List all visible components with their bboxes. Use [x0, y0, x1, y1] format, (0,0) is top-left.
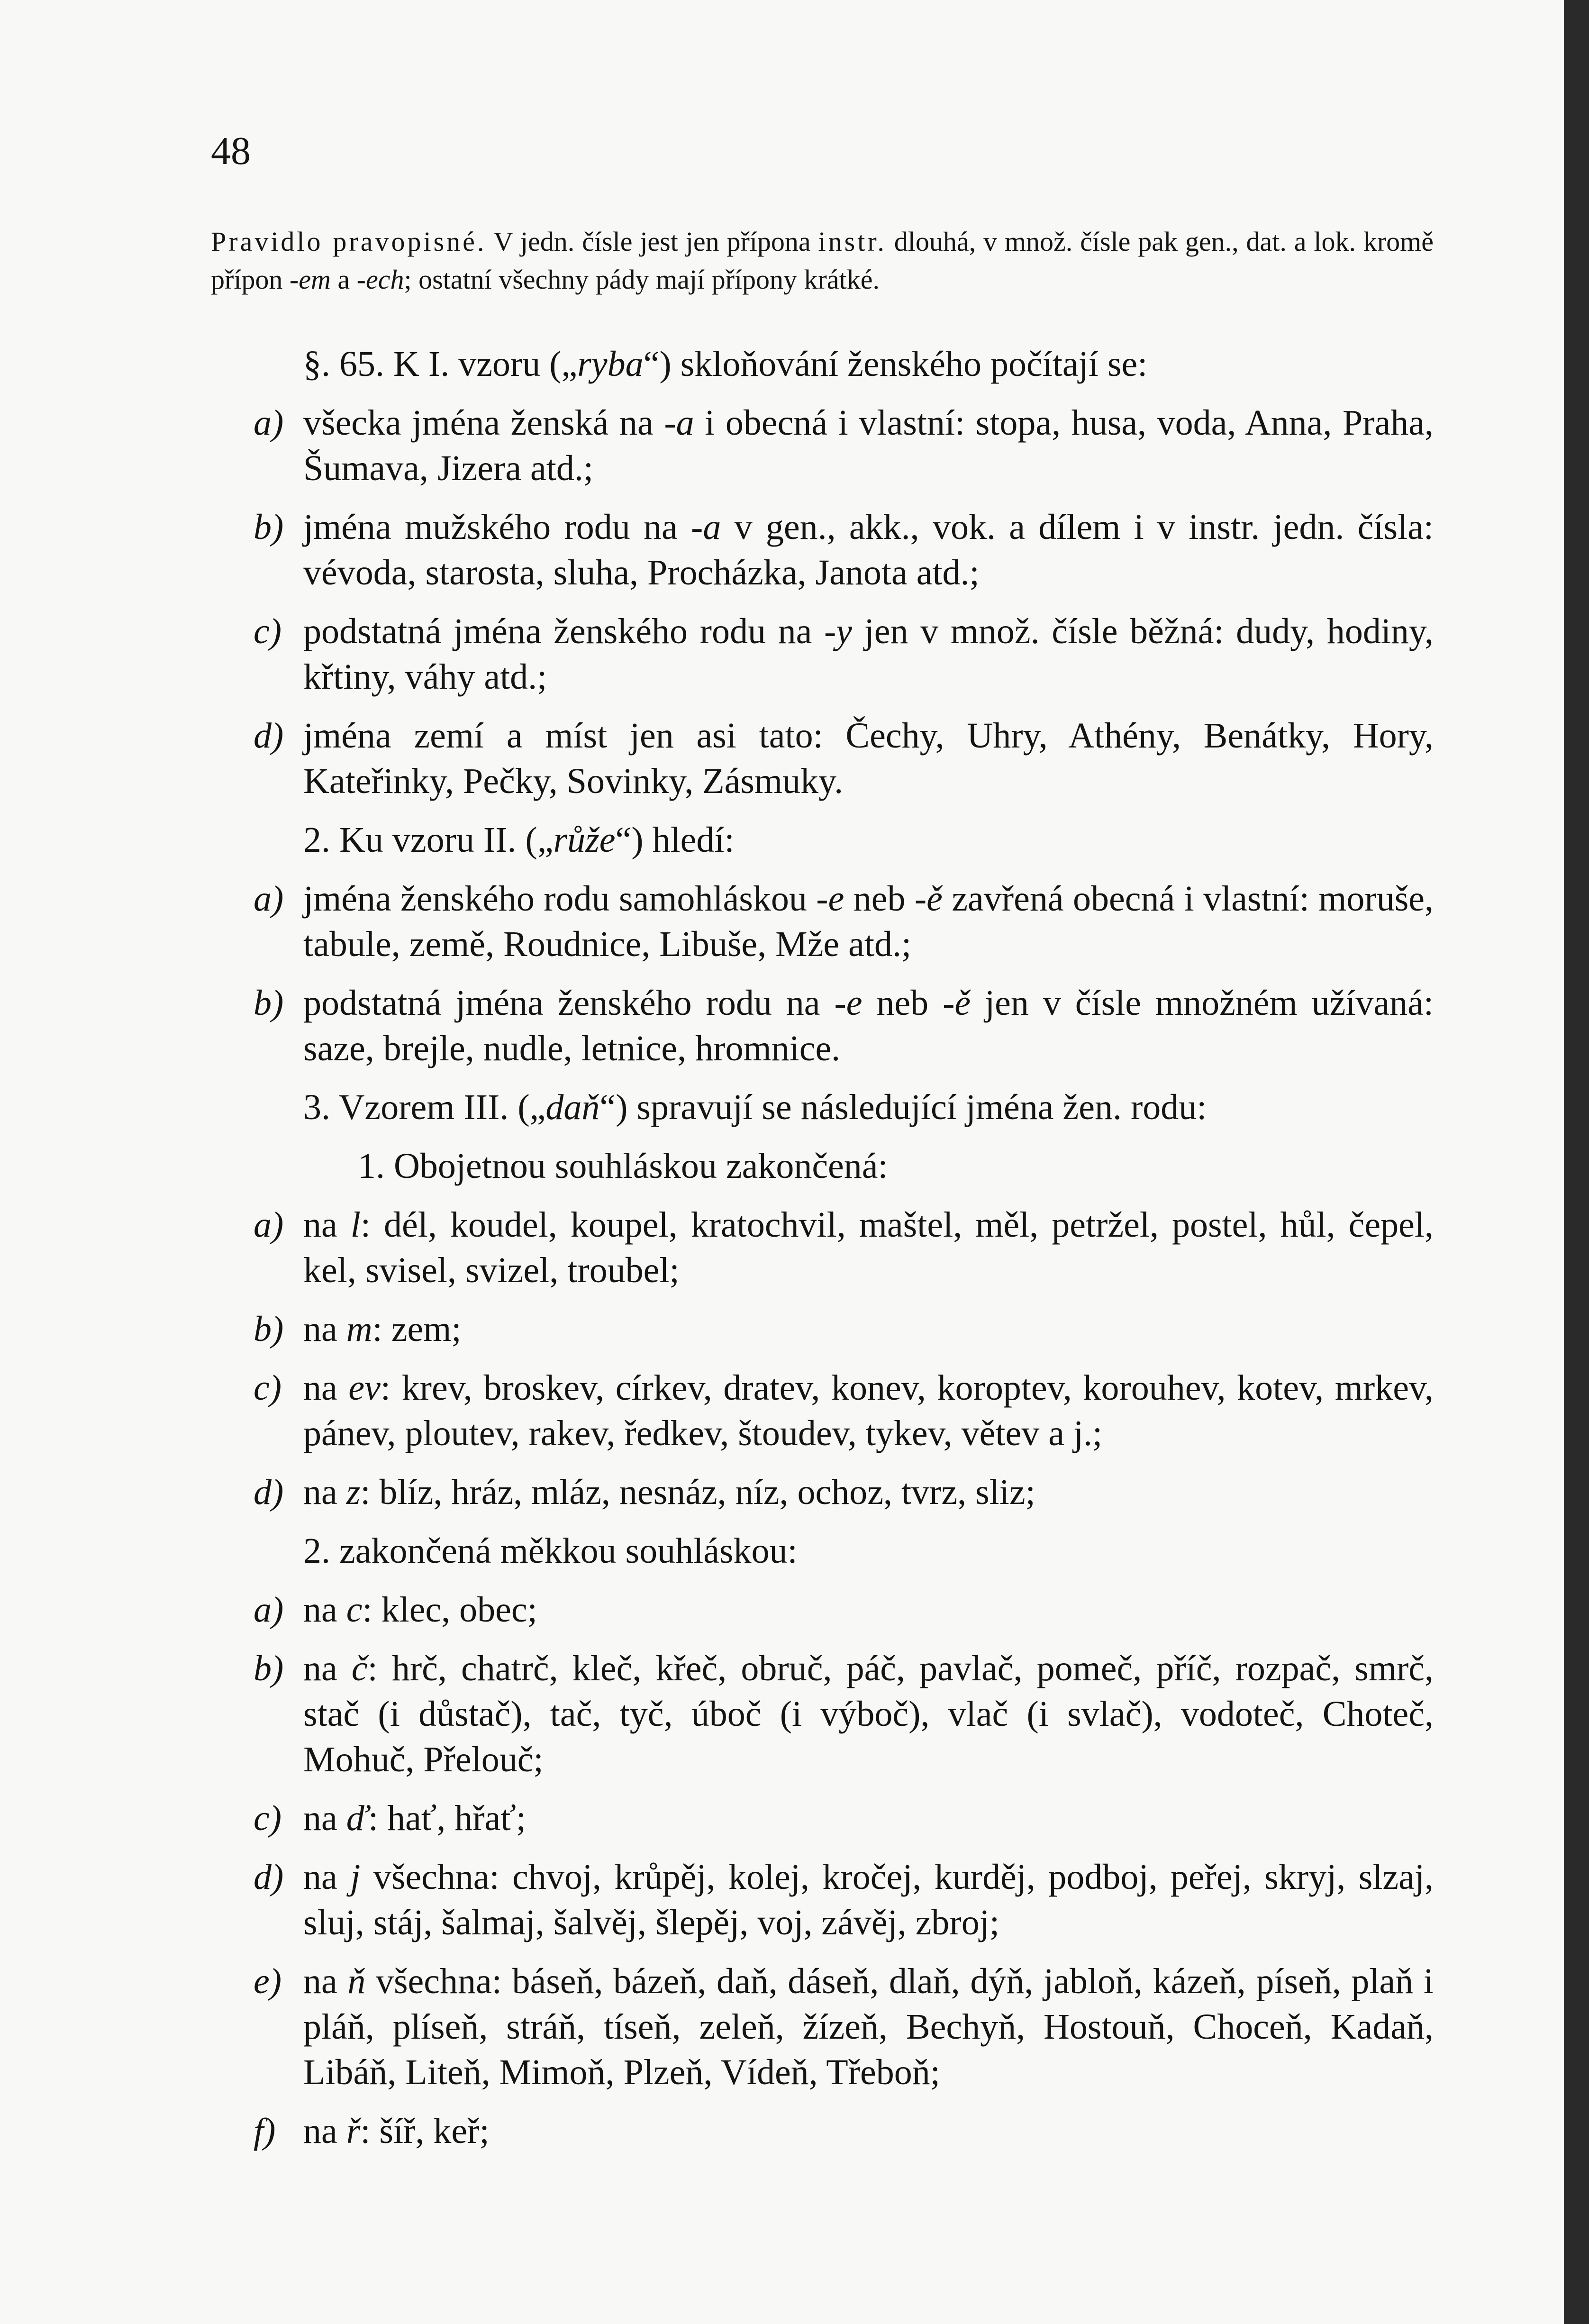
- section-3-heading: 3. Vzorem III. („daň“) spravují se následující jména žen. rodu:: [303, 1087, 1207, 1127]
- subsection-2-heading: 2. zakončená měkkou souhláskou:: [303, 1531, 798, 1571]
- subsection-2-list: [211, 1587, 1434, 2154]
- list-item: b) podstatná jména ženského rodu na -e neb -ě jen v čísle množném užívaná: saze, brejle, nudle, letnice, hromnice.: [254, 983, 1434, 1068]
- section-2-list: [211, 876, 1434, 1071]
- list-item: a) na c: klec, obec;: [254, 1590, 537, 1630]
- section-1-list: [211, 400, 1434, 804]
- section-65-heading: §. 65. K I. vzoru („ryba“) skloňování ženského počítají se:: [303, 344, 1148, 384]
- list-item: b) jména mužského rodu na -a v gen., akk., vok. a dílem i v instr. jedn. čísla: vévoda, starosta, sluha, Procházka, Janota atd.;: [254, 507, 1434, 592]
- list-item: a) všecka jména ženská na -a i obecná i vlastní: stopa, husa, voda, Anna, Praha, Šumava, Jizera atd.;: [254, 403, 1434, 488]
- list-item: c) na ď: hať, hřať;: [254, 1798, 526, 1838]
- list-item: c) podstatná jména ženského rodu na -y jen v množ. čísle běžná: dudy, hodiny, křtiny, váhy atd.;: [254, 611, 1434, 697]
- note-lead: Pravidlo pravopisné.: [211, 226, 487, 257]
- list-item: e) na ň všechna: báseň, bázeň, daň, dáseň, dlaň, dýň, jabloň, kázeň, píseň, plaň i pláň, plíseň, stráň, tíseň, zeleň, žízeň, Bechyň, Hostouň, Choceň, Kadaň, Libáň, Liteň, Mimoň, Plzeň, Vídeň, Třeboň;: [254, 1961, 1434, 2092]
- subsection-1-heading: 1. Obojetnou souhláskou zakončená:: [358, 1146, 888, 1186]
- subsection-1-list: [211, 1202, 1434, 1515]
- list-item: c) na ev: krev, broskev, církev, dratev, konev, koroptev, korouhev, kotev, mrkev, pánev, ploutev, rakev, ředkev, štoudev, tykev, větev a j.;: [254, 1368, 1434, 1453]
- spelling-rule-note: Pravidlo pravopisné. V jedn. čísle jest jen přípona instr. dlouhá, v množ. čísle pak gen., dat. a lok. kromě přípon -em a -ech; ostatní všechny pády mají přípony krátké.: [211, 226, 1434, 295]
- list-item: f) na ř: šíř, keř;: [254, 2111, 490, 2151]
- list-item: b) na č: hrč, chatrč, kleč, křeč, obruč, páč, pavlač, pomeč, příč, rozpač, smrč, stač (i důstač), tač, tyč, úboč (i výboč), vlač (i svlač), vodoteč, Choteč, Mohuč, Přelouč;: [254, 1649, 1434, 1779]
- main-text: [211, 341, 1434, 2167]
- list-item: a) jména ženského rodu samohláskou -e neb -ě zavřená obecná i vlastní: moruše, tabule, země, Roudnice, Libuše, Mže atd.;: [254, 879, 1434, 964]
- scan-edge-shadow: [1564, 0, 1589, 2324]
- list-item: d) jména zemí a míst jen asi tato: Čechy, Uhry, Athény, Benátky, Hory, Kateřinky, Pečky, Sovinky, Zásmuky.: [254, 716, 1434, 801]
- list-item: d) na z: blíz, hráz, mláz, nesnáz, níz, ochoz, tvrz, sliz;: [254, 1472, 1035, 1512]
- list-item: a) na l: dél, koudel, koupel, kratochvil, maštel, měl, petržel, postel, hůl, čepel, kel, svisel, svizel, troubel;: [254, 1205, 1434, 1290]
- list-item: d) na j všechna: chvoj, krůpěj, kolej, kročej, kurděj, podboj, peřej, skryj, slzaj, sluj, stáj, šalmaj, šalvěj, šlepěj, voj, závěj, zbroj;: [254, 1857, 1434, 1942]
- section-2-heading: 2. Ku vzoru II. („růže“) hledí:: [303, 820, 735, 860]
- list-item: b) na m: zem;: [254, 1309, 462, 1349]
- page-number: 48: [211, 129, 251, 173]
